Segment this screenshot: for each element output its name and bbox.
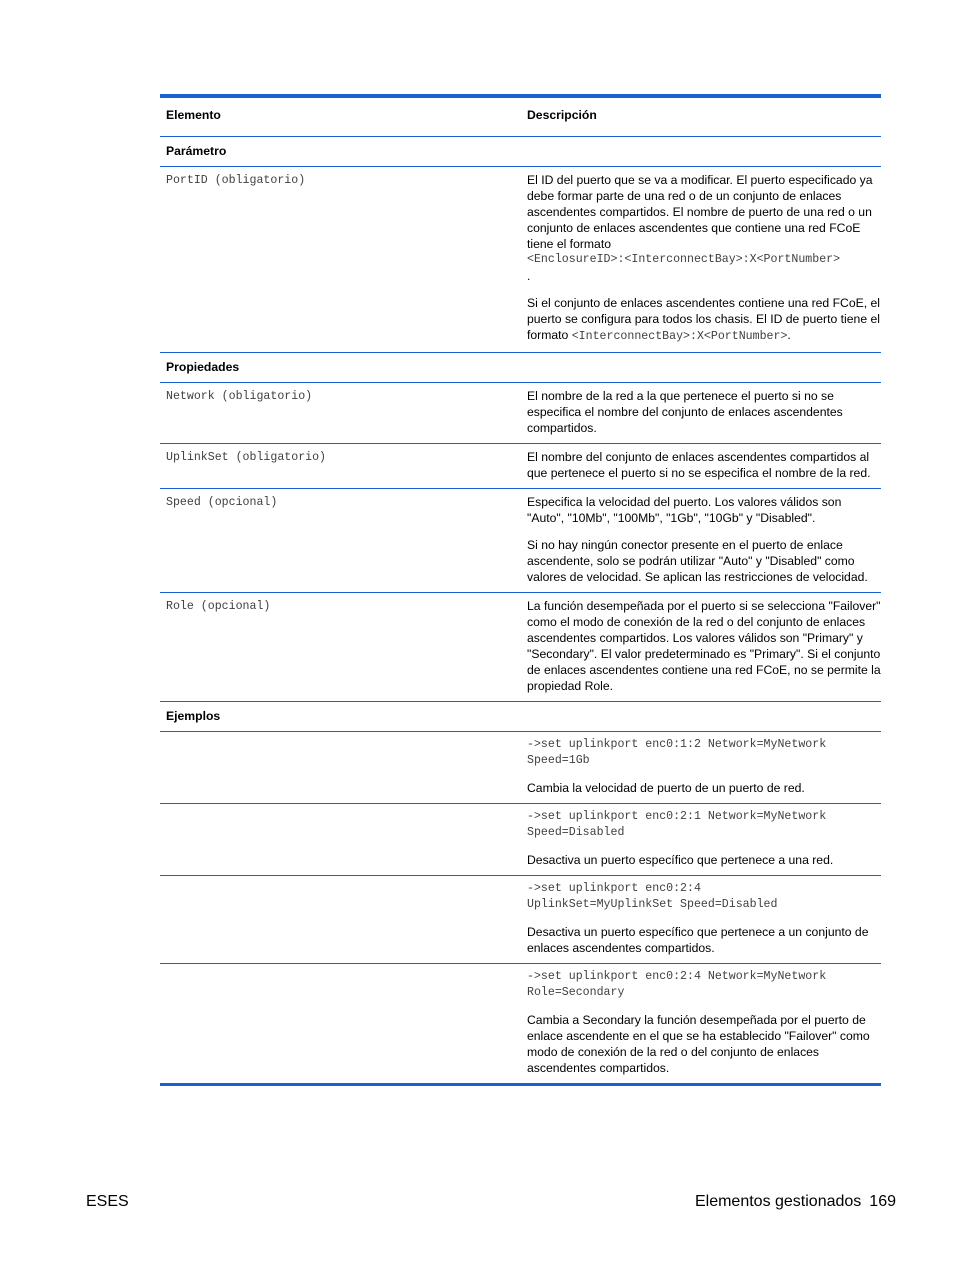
example-description: Desactiva un puerto específico que pertenece a una red. — [527, 853, 834, 867]
example-description: Desactiva un puerto específico que pertenece a un conjunto de enlaces ascendentes compartidos. — [527, 925, 869, 955]
section-row-properties — [160, 353, 881, 383]
table-row — [160, 964, 881, 1085]
description-text: El nombre de la red a la que pertenece el puerto si no se especifica el nombre del conjunto de enlaces ascendentes compartidos. — [527, 389, 843, 435]
code-suffix: . — [527, 269, 531, 283]
code-format: <InterconnectBay>:X<PortNumber> — [571, 330, 788, 343]
description-text: El nombre del conjunto de enlaces ascendentes compartidos al que pertenece el puerto si no se especifica el nombre de la red. — [527, 450, 871, 480]
element-name: UplinkSet (obligatorio) — [166, 451, 327, 464]
description-text: El ID del puerto que se va a modificar. El puerto especificado ya debe formar parte de una red o de un conjunto de enlaces ascendentes compartidos. El nombre de puerto de una red o un conjunto de enlaces ascendentes que contiene una red FCoE tiene el formato — [527, 173, 873, 251]
footer-page-info — [695, 1192, 896, 1212]
table-row — [160, 593, 881, 702]
code-suffix: . — [787, 328, 791, 342]
section-title: Propiedades — [166, 360, 240, 374]
description-text: La función desempeñada por el puerto si se selecciona "Failover" como el modo de conexión de la red o del conjunto de enlaces ascendentes compartidos. Los valores válidos son "Primary" y "Secondary". El valor predeterminado es "Primary". Si el conjunto de enlaces ascendentes contiene una red FCoE, no se permite la propiedad Role. — [527, 599, 881, 693]
header-element: Elemento — [160, 96, 521, 137]
footer-section-title: Elementos gestionados — [694, 1193, 862, 1210]
header-description: Descripción — [521, 96, 881, 137]
element-name: Speed (opcional) — [166, 496, 278, 509]
page-number: 169 — [869, 1193, 896, 1210]
description-text: Si el conjunto de enlaces ascendentes contiene una red FCoE, el puerto se configura para todos los chasis. El ID de puerto tiene el formato <InterconnectBay>:X<PortNumber>. — [527, 296, 880, 343]
table-row — [160, 489, 881, 593]
footer-locale: ESES — [86, 1193, 129, 1210]
element-name: PortID (obligatorio) — [166, 174, 306, 187]
description-cell — [521, 167, 881, 352]
example-command: ->set uplinkport enc0:2:4 Network=MyNetwork Role=Secondary — [527, 970, 827, 999]
table-row — [160, 383, 881, 444]
example-command: ->set uplinkport enc0:1:2 Network=MyNetwork Speed=1Gb — [527, 738, 827, 767]
element-name: Role (opcional) — [166, 600, 271, 613]
example-description: Cambia a Secondary la función desempeñada por el puerto de enlace ascendente en el que se ha establecido "Failover" como modo de conexión de la red o del conjunto de enlaces ascendentes compartidos. — [527, 1013, 870, 1075]
command-table — [160, 94, 881, 1086]
example-command: ->set uplinkport enc0:2:4 UplinkSet=MyUplinkSet Speed=Disabled — [527, 882, 778, 911]
code-format: <EnclosureID>:<InterconnectBay>:X<PortNumber> — [527, 253, 841, 266]
description-text: Especifica la velocidad del puerto. Los valores válidos son "Auto", "10Mb", "100Mb", "1Gb", "10Gb" y "Disabled". — [527, 495, 842, 525]
example-command: ->set uplinkport enc0:2:1 Network=MyNetwork Speed=Disabled — [527, 810, 827, 839]
table-row — [160, 876, 881, 964]
section-row-parameter — [160, 137, 881, 167]
example-description: Cambia la velocidad de puerto de un puerto de red. — [527, 781, 805, 795]
table-row — [160, 804, 881, 876]
description-text: Si no hay ningún conector presente en el puerto de enlace ascendente, solo se podrán utilizar "Auto" y "Disabled" como valores de velocidad. Se aplican las restricciones de velocidad. — [527, 538, 868, 584]
section-title: Parámetro — [166, 144, 227, 158]
table-row — [160, 167, 881, 353]
table-row — [160, 444, 881, 489]
section-row-examples — [160, 702, 881, 732]
table-row — [160, 732, 881, 804]
section-title: Ejemplos — [166, 709, 221, 723]
element-name: Network (obligatorio) — [166, 390, 313, 403]
table-header-row — [160, 96, 881, 137]
